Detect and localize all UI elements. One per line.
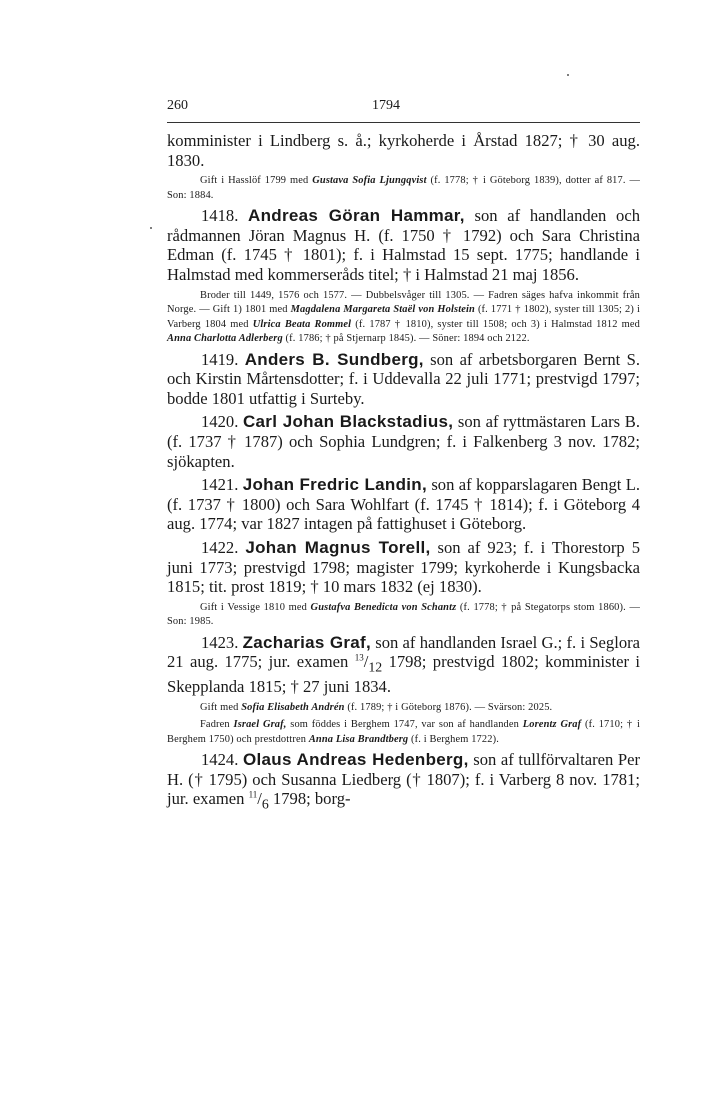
entry-1421: 1421. Johan Fredric Landin, son af kopparslagaren Bengt L. (f. 1737 † 1800) och Sara Wohlfart (f. 1745 † 1814); f. i Göteborg 4 aug. 1774; var 1827 intagen på fattighuset i Göteborg.	[167, 475, 640, 534]
entry-1424: 1424. Olaus Andreas Hedenberg, son af tullförvaltaren Per H. († 1795) och Susanna Liedberg († 1807); f. i Varberg 8 nov. 1781; jur. examen $^{11}/_6$ 1798; borg-	[167, 750, 641, 812]
entry-1420: 1420. Carl Johan Blackstadius, son af ryttmästaren Lars B. (f. 1737 † 1787) och Sophia Lundgren; f. i Falkenberg 3 nov. 1782; sjökapten.	[167, 412, 640, 471]
entry-name: Andreas Göran Hammar,	[248, 206, 465, 226]
continued-entry-text: komminister i Lindberg s. å.; kyrkoherde i Årstad 1827; † 30 aug. 1830.	[167, 131, 640, 170]
entry-1423-note-1: Gift med Sofia Elisabeth Andrén (f. 1789; † i Göteborg 1876). — Svärson: 2025.	[200, 701, 553, 713]
entry-1418: 1418. Andreas Göran Hammar, son af handlanden och rådmannen Jöran Magnus H. (f. 1750 † 1792) och Sara Christina Edman (f. 1745 † 1801); f. i Halmstad 15 sept. 1775; handlande i Halmstad med kommerseråds titel; † i Halmstad 21 maj 1856.	[167, 206, 640, 284]
entry-name: Anders B. Sundberg,	[244, 349, 424, 369]
entry-1418-note: Broder till 1449, 1576 och 1577. — Dubbelsvåger till 1305. — Fadren säges hafva inkommit från Norge. — Gift 1) 1801 med Magdalena Margareta Staël von Holstein (f. 1771 † 1802), syster till 1305; 2) i Varberg 1804 med Ulrica Beata Rommel (f. 1787 † 1810), syster till 1508; och 3) i Halmstad 1812 med Anna Charlotta Adlerberg (f. 1786; † på Stjernarp 1845). — Söner: 1894 och 2122.	[167, 289, 640, 345]
entry-name: Olaus Andreas Hedenberg,	[242, 750, 469, 770]
entry-1422-note: Gift i Vessige 1810 med Gustafva Benedicta von Schantz (f. 1778; † på Stegatorps stom 1860). — Son: 1985.	[167, 601, 640, 628]
entry-name: Johan Magnus Torell,	[245, 537, 431, 557]
entry-1423: 1423. Zacharias Graf, son af handlanden Israel G.; f. i Seglora 21 aug. 1775; jur. examen $^{13}/_{12}$ 1798; prestvigd 1802; komminister i Skepplanda 1815; † 27 juni 1834.	[167, 632, 641, 697]
entry-number: 1424.	[201, 750, 239, 770]
entry-1422: 1422. Johan Magnus Torell, son af 923; f. i Thorestorp 5 juni 1773; prestvigd 1798; magister 1799; kyrkoherde i Kungsbacka 1815; tit. prost 1819; † 10 mars 1832 (ej 1830).	[167, 537, 640, 597]
page-speck	[567, 74, 569, 76]
entry-number: 1419.	[201, 349, 239, 369]
running-header	[167, 96, 640, 118]
margin-mark	[150, 227, 152, 229]
entry-name: Johan Fredric Landin,	[242, 475, 427, 495]
entry-number: 1422.	[201, 537, 239, 557]
continued-entry-note: Gift i Hasslöf 1799 med Gustava Sofia Ljungqvist (f. 1778; † i Göteborg 1839), dotter af 817. — Son: 1884.	[167, 175, 641, 201]
page-number: 260	[167, 98, 188, 113]
entry-1423-note-2: Fadren Israel Graf, som föddes i Berghem 1747, var son af handlanden Lorentz Graf (f. 1710; † i Berghem 1750) och prestdottren Anna Lisa Brandtberg (f. i Berghem 1722).	[167, 719, 640, 745]
entry-number: 1423.	[201, 632, 239, 652]
entry-number: 1418.	[201, 206, 239, 226]
header-rule	[167, 122, 640, 123]
entry-number: 1421.	[201, 475, 239, 495]
entry-number: 1420.	[201, 412, 239, 432]
page	[167, 96, 640, 818]
entry-1419: 1419. Anders B. Sundberg, son af arbetsborgaren Bernt S. och Kirstin Mårtensdotter; f. i Uddevalla 22 juli 1771; prestvigd 1797; bodde 1801 utfattig i Surteby.	[167, 349, 640, 408]
entry-name: Zacharias Graf,	[242, 632, 371, 652]
entry-name: Carl Johan Blackstadius,	[242, 412, 454, 432]
running-year: 1794	[372, 98, 400, 113]
